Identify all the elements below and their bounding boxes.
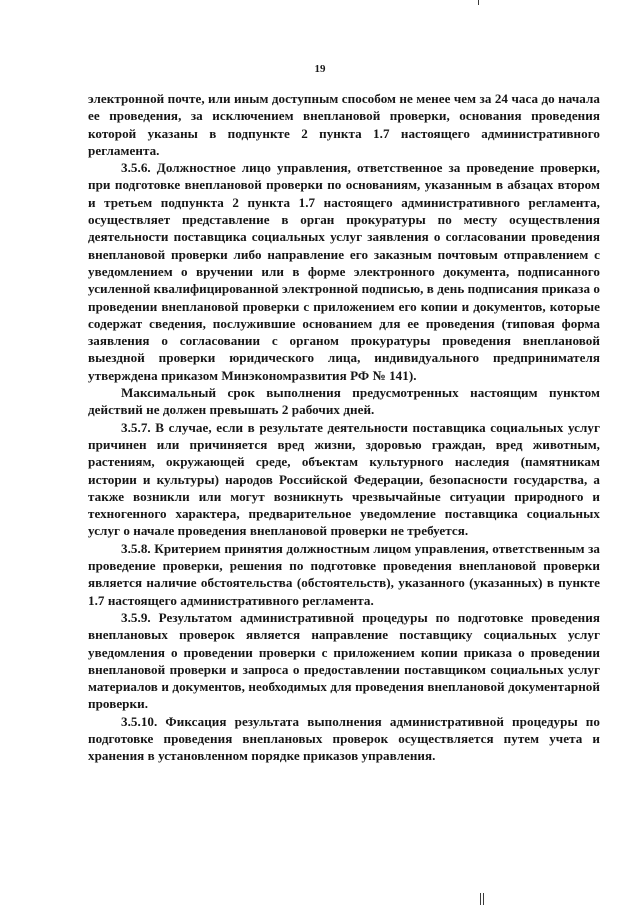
paragraph: 3.5.6. Должностное лицо управления, ответственное за проведение проверки, при подготовке внеплановой проверки по основаниям, указанным в абзацах втором и третьем подпункта 2 пункта 1.7 настоящего административного регламента, осуществляет представление в орган прокуратуры по месту осуществления деятельности поставщика социальных услуг заявления о согласовании проведения внеплановой проверки либо направление его заказным почтовым отправлением с уведомлением о вручении или в форме электронного документа, подписанного усиленной квалифицированной электронной подписью, в день подписания приказа о проведении внеплановой проверки с приложением его копии и документов, которые содержат сведения, послужившие основанием для ее проведения (типовая форма заявления о согласовании с органом прокуратуры проведения внеплановой выездной проверки юридического лица, индивидуального предпринимателя утверждена приказом Минэкономразвития РФ № 141). — [88, 160, 600, 383]
paragraph: 3.5.9. Результатом административной процедуры по подготовке проведения внеплановых проверок является направление поставщику социальных услуг уведомления о проведении проверки с приложением копии приказа о проведении внеплановой проверки и запроса о предоставлении поставщиком социальных услуг материалов и документов, необходимых для проведения внеплановой документарной проверки. — [88, 609, 600, 712]
document-body — [88, 90, 600, 765]
paragraph: 3.5.10. Фиксация результата выполнения административной процедуры по подготовке проведения внеплановых проверок осуществляется путем учета и хранения в установленном порядке приказов управления. — [88, 713, 600, 764]
paragraph: Максимальный срок выполнения предусмотренных настоящим пунктом действий не должен превышать 2 рабочих дней. — [88, 385, 600, 418]
paragraph: 3.5.8. Критерием принятия должностным лицом управления, ответственным за проведение проверки, решения по подготовке проведения внеплановой проверки является наличие обстоятельства (обстоятельств), указанного (указанных) в пункте 1.7 настоящего административного регламента. — [88, 540, 600, 608]
scan-mark-top — [478, 0, 479, 5]
paragraph: 3.5.7. В случае, если в результате деятельности поставщика социальных услуг причинен или причиняется вред жизни, здоровью граждан, вред животным, растениям, окружающей среде, объектам культурного наследия (памятникам истории и культуры) народов Российской Федерации, безопасности государства, а также возникли или могут возникнуть чрезвычайные ситуации природного и техногенного характера, предварительное уведомление поставщика социальных услуг о начале проведения внеплановой проверки не требуется. — [88, 419, 600, 539]
paragraph: электронной почте, или иным доступным способом не менее чем за 24 часа до начала ее проведения, за исключением внеплановой проверки, основания проведения которой указаны в подпункте 2 пункта 1.7 настоящего административного регламента. — [88, 91, 600, 158]
page-number: 19 — [314, 63, 326, 75]
scan-mark-bottom — [480, 893, 481, 905]
scan-mark-bottom — [483, 893, 484, 905]
